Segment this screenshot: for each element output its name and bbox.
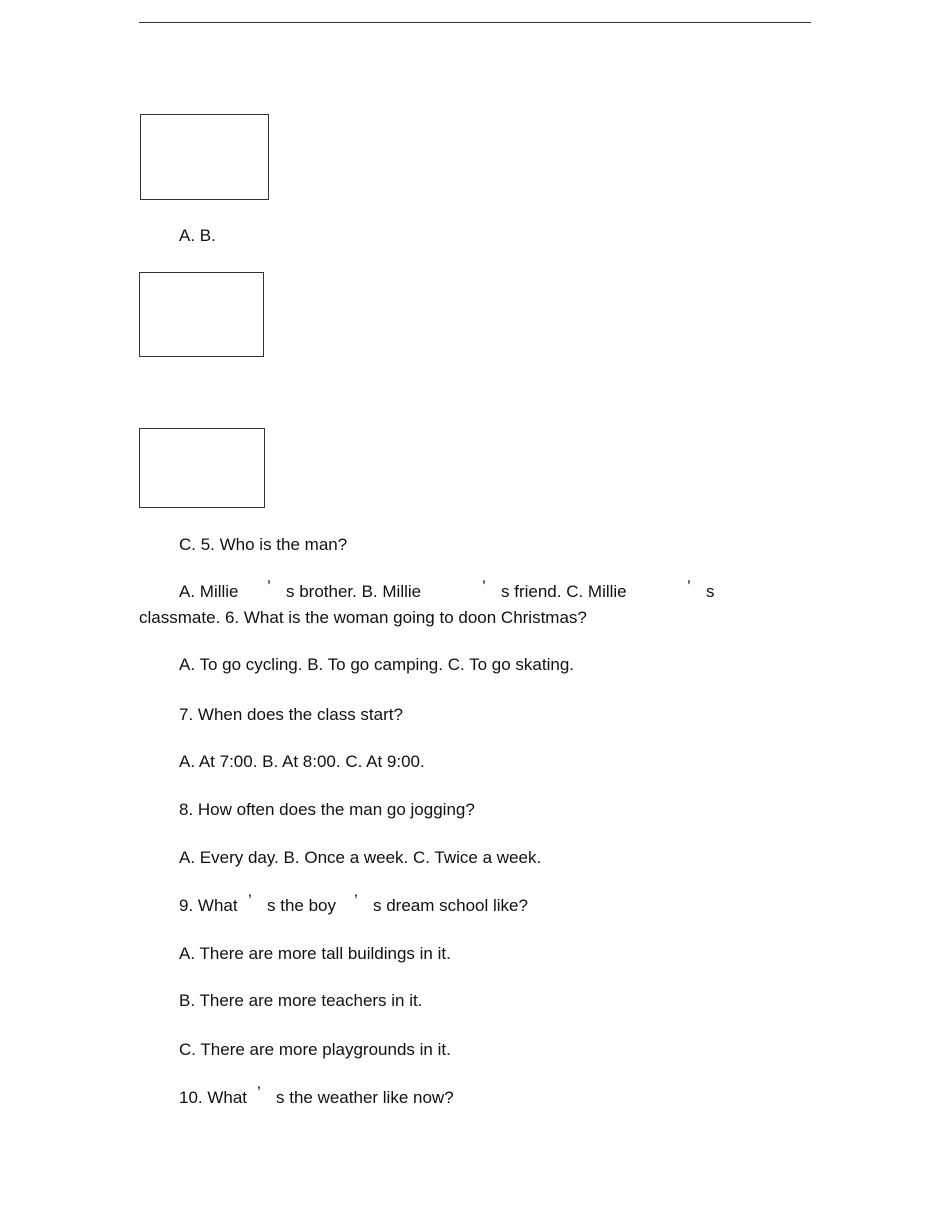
apostrophe: ’ [354,891,358,910]
apostrophe: ’ [257,1083,261,1102]
option-text: A. Millie [179,582,239,601]
question-text: s the boy [267,896,336,915]
picture-box-1 [140,114,269,200]
header-rule [139,22,811,23]
question-6-options: A. To go cycling. B. To go camping. C. To go skating. [179,655,575,674]
question-7-options: A. At 7:00. B. At 8:00. C. At 9:00. [179,752,425,771]
question-8: 8. How often does the man go jogging? [179,800,475,819]
apostrophe: ’ [267,577,271,596]
picture-box-2 [139,272,264,357]
option-text: s friend. C. Millie [501,582,627,601]
apostrophe: ’ [482,577,486,596]
question-9-option-c: C. There are more playgrounds in it. [179,1040,451,1059]
apostrophe: ’ [687,577,691,596]
question-7: 7. When does the class start? [179,705,403,724]
question-text: s the weather like now? [276,1088,454,1107]
apostrophe: ’ [248,891,252,910]
option-text: s brother. B. Millie [286,582,422,601]
question-text: s dream school like? [373,896,528,915]
question-text: 9. What [179,896,238,915]
question-9-option-b: B. There are more teachers in it. [179,991,423,1010]
picture-box-3 [139,428,265,508]
question-9-option-a: A. There are more tall buildings in it. [179,944,451,963]
option-text: s [706,582,715,601]
question-5: C. 5. Who is the man? [179,535,348,554]
question-8-options: A. Every day. B. Once a week. C. Twice a week. [179,848,542,867]
question-6: classmate. 6. What is the woman going to doon Christmas? [139,608,587,627]
question-text: 10. What [179,1088,248,1107]
answer-options-ab: A. B. [179,226,216,245]
